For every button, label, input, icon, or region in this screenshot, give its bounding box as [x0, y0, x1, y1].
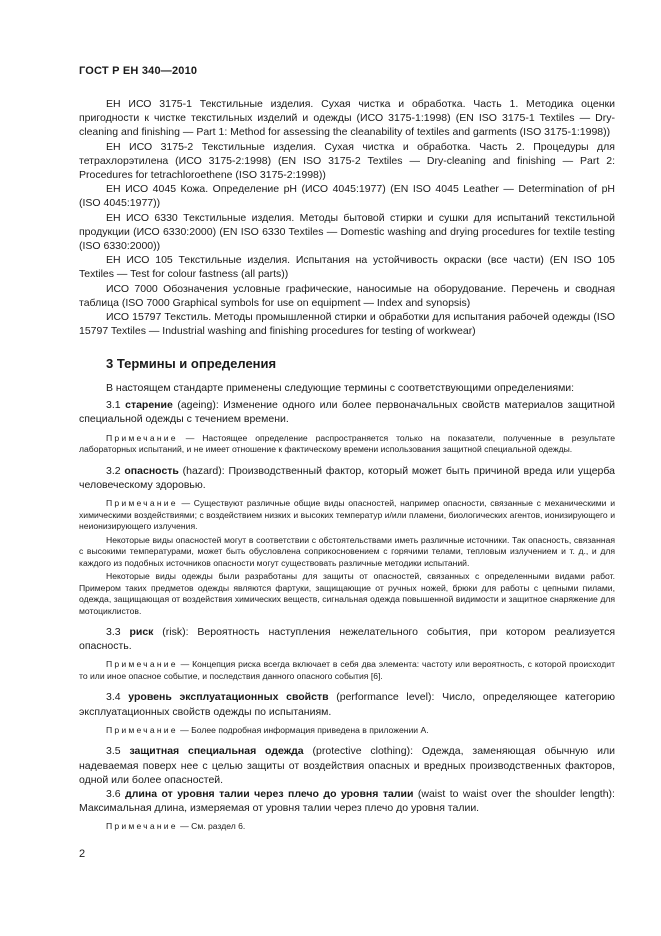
term-definition: Одежда, заменяющая обычную или надеваемая поверх нее с целью защиты от воздействия опасных и вредных производственных факторов, одной или более опасностей. [79, 745, 615, 786]
note-label: Примечание [106, 821, 178, 832]
term-note [79, 433, 615, 456]
term-3-6 [79, 787, 615, 815]
term-definition: Число, определяющее категорию эксплуатационных свойств одежды по испытаниям. [79, 691, 616, 718]
term-english: (risk): [162, 626, 189, 639]
term-note [79, 659, 615, 682]
reference-item: ЕН ИСО 105 Текстильные изделия. Испытания на устойчивость окраски (все части) (EN ISO 105 Textiles — Test for colour fastness (all parts)) [79, 254, 615, 281]
term-note [79, 498, 615, 533]
term-number: 3.3 [106, 626, 121, 639]
term-name: защитная специальная одежда [129, 745, 304, 758]
reference-item: ИСО 7000 Обозначения условные графические, наносимые на оборудование. Перечень и сводная таблица (ISO 7000 Graphical symbols for use on equipment — Index and synopsis) [79, 282, 615, 309]
term-name: длина от уровня талии через плечо до уровня талии [125, 787, 414, 800]
term-name: уровень эксплуатационных свойств [128, 691, 329, 704]
note-label: Примечание [106, 659, 178, 670]
note-label: Примечание [106, 432, 178, 443]
term-number: 3.6 [106, 787, 121, 800]
note-text: — Концепция риска всегда включает в себя два элемента: частоту или вероятность, с которой происходит то или иное опасное событие, и последствия данного опасного события [6]. [79, 659, 616, 681]
term-english: (hazard): [182, 464, 225, 477]
term-note [79, 725, 615, 737]
note-text: — См. раздел 6. [180, 821, 246, 832]
term-definition: Вероятность наступления нежелательного события, при котором реализуется опасность. [79, 626, 616, 653]
definitions [79, 381, 615, 841]
note-continuation: Некоторые виды опасностей могут в соответствии с обстоятельствами иметь различные источники. Так опасность, связанная с высокими температурами, может быть обусловлена соприкосновением с горячими телами, тепловым излучением и т. д., и для каждого из подобных источников опасности могут существовать различные методики испытаний. [79, 534, 615, 568]
term-definition: Максимальная длина, измеряемая от уровня талии через плечо до уровня талии. [79, 802, 480, 815]
term-number: 3.5 [106, 745, 121, 758]
term-english: (protective clothing): [312, 745, 413, 758]
term-english: (ageing): [177, 399, 219, 412]
term-name: старение [125, 399, 173, 412]
section-intro: В настоящем стандарте применены следующие термины с соответствующими определениями: [106, 382, 575, 394]
term-english: (performance level): [336, 691, 435, 704]
term-english: (waist to waist over the shoulder length): [417, 787, 615, 800]
term-3-3 [79, 625, 615, 653]
note-text: — Настоящее определение распространяется только на показатели, полученные в результате лабораторных испытаний, и не имеет отношение к фактическому времени использования защитной специальной одежды. [79, 432, 615, 455]
reference-item: ЕН ИСО 4045 Кожа. Определение pH (ИСО 4045:1977) (EN ISO 4045 Leather — Determination of pH (ISO 4045:1977)) [79, 183, 615, 210]
term-name: риск [129, 626, 154, 639]
term-number: 3.2 [106, 464, 121, 477]
note-text: — Существуют различные общие виды опасностей, например опасности, связанные с механическими и химическими воздействиями; с воздействием низких и высоких температур и/или пламени, биологических агентов, ионизирующего и неионизирующего излучения. [79, 498, 615, 532]
note-text: — Более подробная информация приведена в приложении А. [180, 724, 429, 735]
page-number: 2 [79, 848, 86, 860]
term-note [79, 821, 615, 833]
term-number: 3.4 [106, 691, 121, 704]
term-definition: Производственный фактор, который может быть причиной вреда или ущерба человеческому здоровью. [79, 464, 615, 491]
document-header: ГОСТ Р ЕН 340—2010 [79, 65, 198, 77]
reference-item: ЕН ИСО 6330 Текстильные изделия. Методы бытовой стирки и сушки для испытаний текстильной продукции (ИСО 6330:2000) (EN ISO 6330 Textiles — Domestic washing and drying procedures for textile testing (ISO 6330:2000)) [79, 211, 615, 253]
reference-item: ЕН ИСО 3175-1 Текстильные изделия. Сухая чистка и обработка. Часть 1. Методика оценки пригодности к чистке текстильных изделий и одежды (ИСО 3175-1:1998) (EN ISO 3175-1 Textiles — Dry-cleaning and finishing — Part 1: Method for assessing the cleanability of textiles and garments (ISO 3175-1:1998)) [79, 98, 615, 139]
term-3-4 [79, 690, 615, 718]
term-3-1 [79, 398, 615, 426]
note-continuation: Некоторые виды одежды были разработаны для защиты от опасностей, связанных с определенными видами работ. Примером таких предметов одежды являются фартуки, защищающие от ручных ножей, брюки для работы с цепными пилами, одежда, защищающая от воздействия химических веществ, сигнальная одежда повышенной видимости и защитное снаряжение для мотоциклистов. [79, 571, 615, 616]
term-3-5 [79, 744, 615, 787]
reference-item: ИСО 15797 Текстиль. Методы промышленной стирки и обработки для испытания рабочей одежды (ISO 15797 Textiles — Industrial washing and finishing procedures for testing of workwear) [79, 311, 615, 338]
term-name: опасность [124, 464, 179, 477]
note-label: Примечание [106, 498, 178, 509]
term-3-2 [79, 464, 615, 492]
term-number: 3.1 [106, 399, 121, 412]
term-definition: Изменение одного или более первоначальных свойств материалов защитной специальной одежды с течением времени. [79, 399, 616, 426]
reference-item: ЕН ИСО 3175-2 Текстильные изделия. Сухая чистка и обработка. Часть 2. Процедуры для тетрахлорэтилена (ИСО 3175-2:1998) (EN ISO 3175-2 Textiles — Dry-cleaning and finishing — Part 2: Procedures for tetrachloroethene (ISO 3175-2:1998)) [79, 140, 615, 182]
normative-references [79, 97, 615, 338]
section-title: 3 Термины и определения [106, 356, 277, 371]
note-label: Примечание [106, 724, 178, 735]
